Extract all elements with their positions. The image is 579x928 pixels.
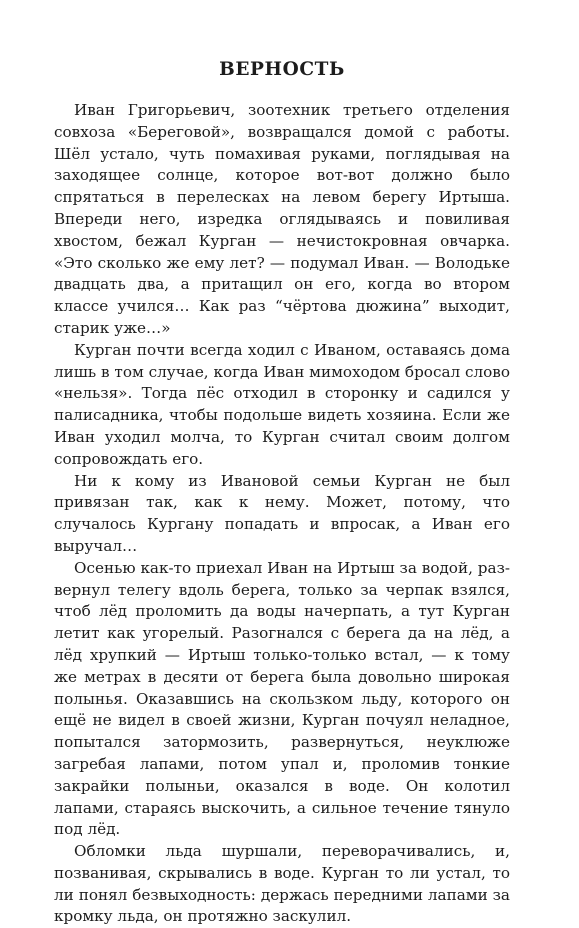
paragraph: Обломки льда шуршали, переворачивались, и, позванивая, скрывались в воде. Курган то ли устал, то ли понял безвыходность: держась передними лапами за кромку льда, он протяжно заскулил. <box>54 842 510 926</box>
paragraph: Ни к кому из Ивановой семьи Курган не был привязан так, как к нему. Может, потому, что случалось Кургану попадать и впросак, а Иван его выручал… <box>54 471 510 555</box>
paragraph: Иван Григорьевич, зоотехник третьего отделения совхоза «Береговой», возвращался домой с работы. Шёл устало, чуть помахивая руками, поглядывая на заходящее солнце, которое вот-вот должно было спрятаться в перелесках на левом берегу Иртыша. Впереди него, изредка оглядываясь и повиливая хвостом, бежал Курган — нечистокровная овчарка. «Это сколько же ему лет? — подумал Иван. — Володьке двадцать два, а притащил он его, когда во втором классе учился… Как раз “чёртова дюжина” выходит, старик уже…» <box>54 101 510 337</box>
book-page <box>54 58 510 928</box>
paragraph: Курган почти всегда ходил с Иваном, оставаясь дома лишь в том случае, когда Иван мимоходом бросал слово «нельзя». Тогда пёс отходил в сторонку и садился у палисадника, чтобы подольше видеть хозяина. Если же Иван уходил молча, то Курган считал своим долгом сопровождать его. <box>54 340 510 468</box>
paragraph: Осенью как-то приехал Иван на Иртыш за водой, развернул телегу вдоль берега, только за черпак взялся, чтоб лёд проломить да воды начерпать, а тут Курган летит как угорелый. Разогнался с берега да на лёд, а лёд хрупкий — Иртыш только-только встал, — к тому же метрах в десяти от берега была довольно широкая полынья. Оказавшись на скользком льду, которого он ещё не видел в своей жизни, Курган почуял неладное, попытался затормозить, развернуться, неуклюже загребая лапами, потом упал и, проломив тонкие закрайки полыньи, оказался в воде. Он колотил лапами, стараясь выскочить, а сильное течение тянуло под лёд. <box>54 558 510 839</box>
chapter-title: ВЕРНОСТЬ <box>219 59 345 80</box>
